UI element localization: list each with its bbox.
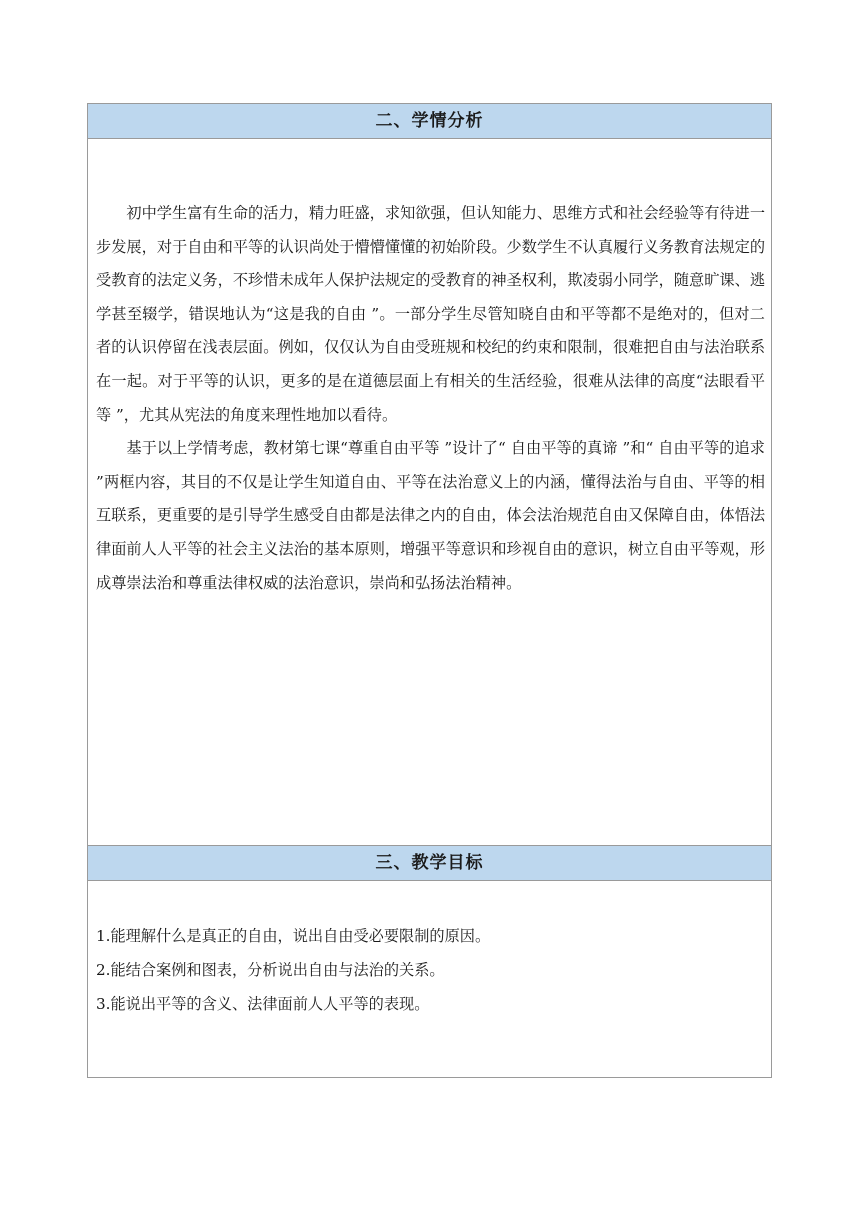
- goals-body: [88, 881, 771, 1077]
- section-title-analysis: 二、学情分析: [88, 104, 771, 139]
- goal-item-2: 2.能结合案例和图表，分析说出自由与法治的关系。: [96, 961, 445, 979]
- analysis-paragraph-1: 初中学生富有生命的活力，精力旺盛，求知欲强，但认知能力、思维方式和社会经验等有待进一步发展，对于自由和平等的认识尚处于懵懵懂懂的初始阶段。少数学生不认真履行义务教育法规定的受教育的法定义务，不珍惜未成年人保护法规定的受教育的神圣权利，欺凌弱小同学，随意旷课、逃学甚至辍学，错误地认为“这是我的自由 ”。一部分学生尽管知晓自由和平等都不是绝对的，但对二者的认识停留在浅表层面。例如，仅仅认为自由受班规和校纪的约束和限制，很难把自由与法治联系在一起。对于平等的认识，更多的是在道德层面上有相关的生活经验，很难从法律的高度“法眼看平等 ”，尤其从宪法的角度来理性地加以看待。: [96, 204, 765, 424]
- lesson-plan-table: [87, 103, 772, 1078]
- goal-item-3: 3.能说出平等的含义、法律面前人人平等的表现。: [96, 995, 430, 1013]
- section-title-goals: 三、教学目标: [88, 845, 771, 881]
- goal-item-1: 1.能理解什么是真正的自由，说出自由受必要限制的原因。: [96, 927, 491, 945]
- analysis-body: [88, 139, 771, 845]
- analysis-paragraph-2: 基于以上学情考虑，教材第七课“尊重自由平等 ”设计了“ 自由平等的真谛 ”和“ 自由平等的追求 ”两框内容，其目的不仅是让学生知道自由、平等在法治意义上的内涵，懂得法治与自由、平等的相互联系，更重要的是引导学生感受自由都是法律之内的自由，体会法治规范自由又保障自由，体悟法律面前人人平等的社会主义法治的基本原则，增强平等意识和珍视自由的意识，树立自由平等观，形成尊崇法治和尊重法律权威的法治意识，崇尚和弘扬法治精神。: [96, 439, 765, 592]
